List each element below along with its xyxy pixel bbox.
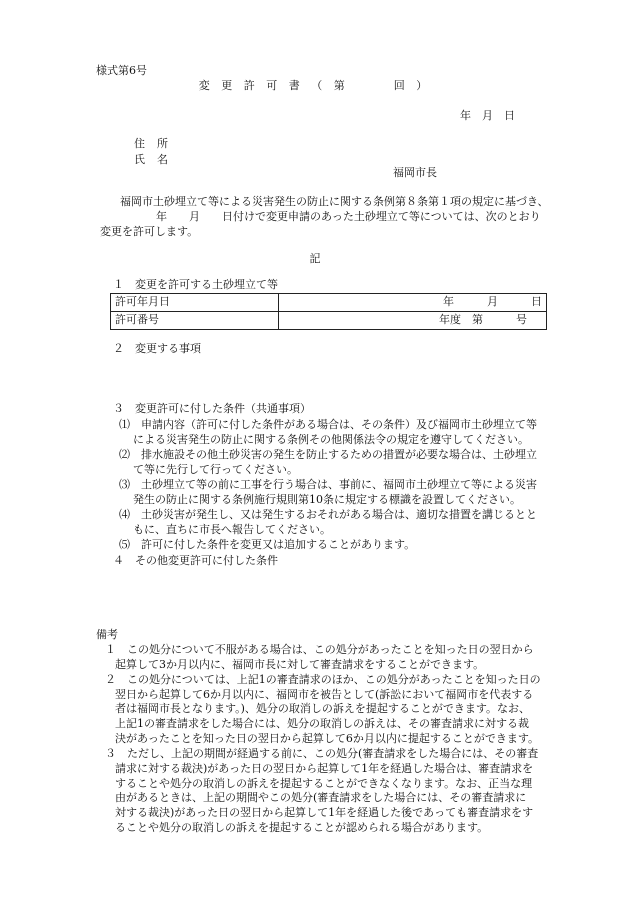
condition-item-4: ⑷ 土砂災害が発生し、又は発生するおそれがある場合は、適切な措置を講じるとと もに、直ちに市長へ報告してください。	[119, 508, 537, 536]
intro-line-2: 年 月 日付けで変更申請のあった土砂埋立て等については、次のとおり	[156, 209, 541, 223]
remark-item-2: ２ この処分については、上記1の審査請求のほか、この処分があったことを知った日の 翌日から起算して6か月以内に、福岡市を被告として(訴訟において福岡市を代表する 者は福岡市長となります。)、処分の取消しの訴えを提起することができます。なお、 上記1の審査請求をした場合には、処分の取消しの訴えは、その審査請求に対する裁 決があったことを知った日の翌日から起算して6か月以内に提起することができます。	[105, 672, 541, 746]
condition-item-2: ⑵ 排水施設その他土砂災害の発生を防止するための措置が必要な場合は、土砂埋立 て等に先行して行ってください。	[119, 448, 537, 476]
permit-number-label: 許可番号	[111, 312, 279, 330]
permit-info-table	[110, 293, 547, 330]
table-row	[111, 294, 547, 312]
issue-date-line: 年 月 日	[460, 109, 515, 122]
remark-item-1: １ この処分について不服がある場合は、この処分があったことを知った日の翌日から 起算して3か月以内に、福岡市長に対して審査請求をすることができます。	[105, 643, 534, 671]
remarks-heading: 備考	[96, 628, 118, 641]
section-2-heading: ２ 変更する事項	[113, 342, 201, 355]
condition-item-3: ⑶ 土砂埋立て等の前に工事を行う場合は、事前に、福岡市土砂埋立て等による災害 発生の防止に関する条例施行規則第10条に規定する標識を設置してください。	[119, 478, 537, 506]
intro-line-1: 福岡市土砂埋立て等による災害発生の防止に関する条例第８条第１項の規定に基づき、	[120, 195, 549, 208]
address-label: 住所	[134, 137, 180, 150]
section-3-heading: ３ 変更許可に付した条件（共通事項）	[113, 402, 311, 415]
table-row	[111, 312, 547, 330]
permit-date-value: 年 月 日	[279, 294, 547, 312]
permit-date-label: 許可年月日	[111, 294, 279, 312]
section-4-heading: ４ その他変更許可に付した条件	[113, 554, 278, 567]
permit-number-value: 年度 第 号	[279, 312, 547, 330]
name-label: 氏名	[134, 153, 180, 166]
form-number: 様式第6号	[96, 64, 147, 77]
section-1-heading: １ 変更を許可する土砂埋立て等	[113, 278, 278, 291]
remark-item-3: ３ ただし、上記の期間が経過する前に、この処分(審査請求をした場合には、その審査 請求に対する裁決)があった日の翌日から起算して1年を経過した場合は、審査請求を することや処分の取消しの訴えを提起することができなくなります。なお、正当な理 由があるときは、上記の期間やこの処分(審査請求をした場合には、その審査請求に 対する裁決)があった日の翌日から起算して1年を経過した後であっても審査請求をす ることや処分の取消しの訴えを提起することが認められる場合があります。	[105, 746, 539, 835]
document-title: 変 更 許 可 書 （ 第 回 ）	[198, 79, 432, 92]
ki-marker: 記	[309, 252, 321, 265]
intro-paragraph	[96, 195, 549, 240]
intro-line-3: 変更を許可します。	[100, 224, 199, 238]
remarks-list	[105, 643, 585, 836]
issuer-name: 福岡市長	[393, 166, 437, 179]
condition-item-1: ⑴ 申請内容（許可に付した条件がある場合は、その条件）及び福岡市土砂埋立て等 による災害発生の防止に関する条例その他関係法令の規定を遵守してください。	[119, 418, 537, 446]
condition-item-5: ⑸ 許可に付した条件を変更又は追加することがあります。	[119, 538, 416, 551]
